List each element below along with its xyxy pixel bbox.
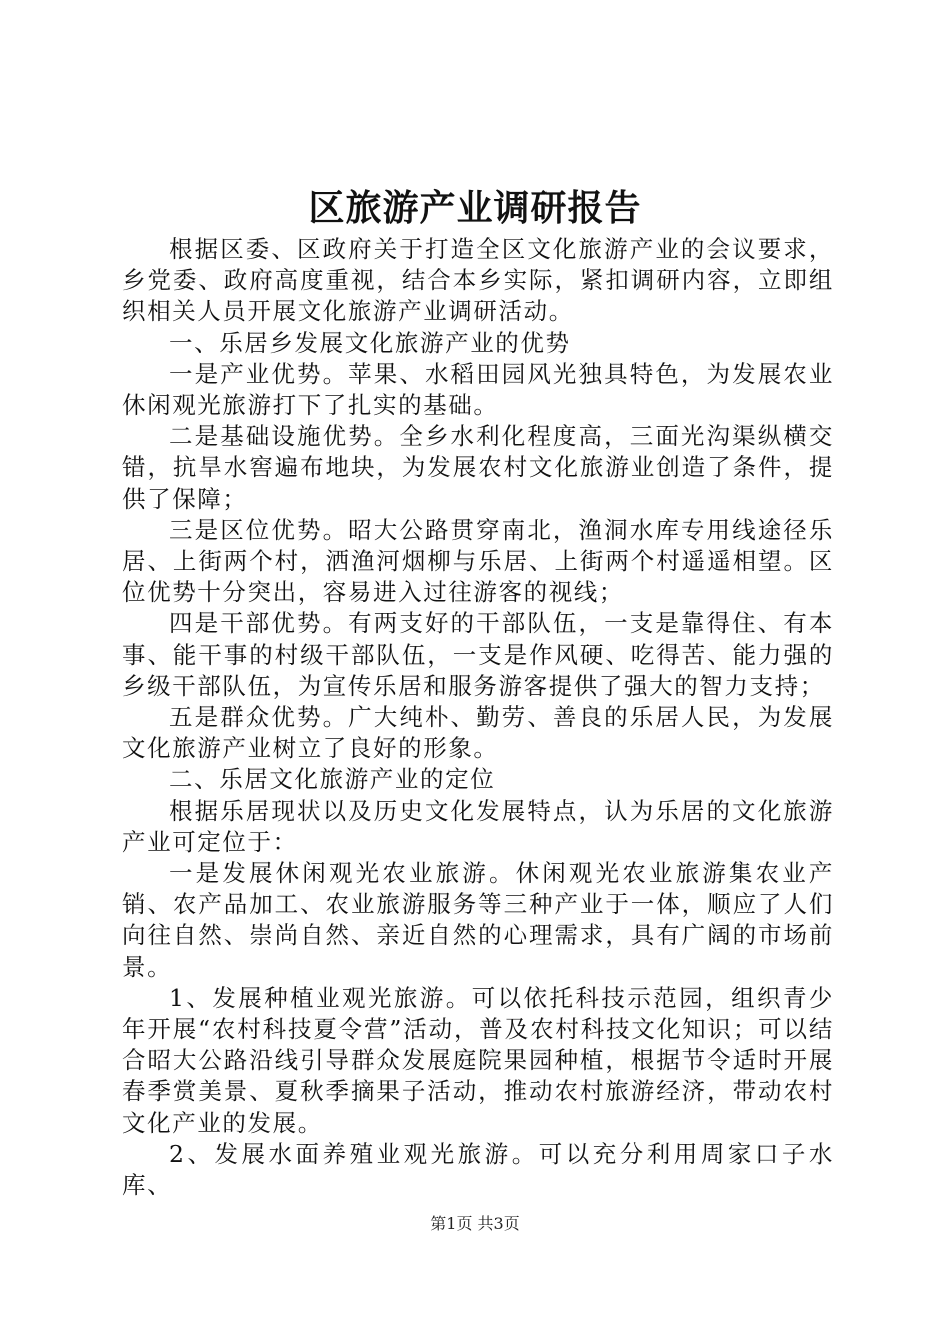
- paragraph-location-advantage: 三是区位优势。昭大公路贯穿南北，渔洞水库专用线途径乐居、上街两个村，洒渔河烟柳与乐居、上街两个村遥遥相望。区位优势十分突出，容易进入过往游客的视线；: [122, 515, 834, 607]
- section-heading-positioning: 二、乐居文化旅游产业的定位: [169, 765, 496, 794]
- paragraph-infrastructure-advantage: 二是基础设施优势。全乡水利化程度高，三面光沟渠纵横交错，抗旱水窖遍布地块，为发展农村文化旅游业创造了条件，提供了保障；: [122, 422, 834, 513]
- paragraph-industry-advantage: 一是产业优势。苹果、水稻田园风光独具特色，为发展农业休闲观光旅游打下了扎实的基础。: [122, 359, 834, 420]
- paragraph-planting-tourism: 1、发展种植业观光旅游。可以依托科技示范园，组织青少年开展“农村科技夏令营”活动，普及农村科技文化知识；可以结合昭大公路沿线引导群众发展庭院果园种植，根据节令适时开展春季赏美景、夏秋季摘果子活动，推动农村旅游经济，带动农村文化产业的发展。: [122, 983, 834, 1137]
- paragraph-aquaculture-tourism: 2、发展水面养殖业观光旅游。可以充分利用周家口子水库、: [122, 1139, 834, 1200]
- document-body: [122, 234, 834, 1201]
- document-title: 区旅游产业调研报告: [308, 187, 642, 229]
- paragraph-intro: 根据区委、区政府关于打造全区文化旅游产业的会议要求，乡党委、政府高度重视，结合本乡实际，紧扣调研内容，立即组织相关人员开展文化旅游产业调研活动。: [122, 235, 834, 326]
- page-number-footer: 第1页 共3页: [430, 1214, 520, 1233]
- paragraph-public-advantage: 五是群众优势。广大纯朴、勤劳、善良的乐居人民，为发展文化旅游产业树立了良好的形象。: [122, 703, 834, 763]
- section-heading-advantages: 一、乐居乡发展文化旅游产业的优势: [169, 328, 571, 357]
- paragraph-positioning-intro: 根据乐居现状以及历史文化发展特点，认为乐居的文化旅游产业可定位于：: [122, 796, 834, 856]
- paragraph-cadre-advantage: 四是干部优势。有两支好的干部队伍，一支是靠得住、有本事、能干事的村级干部队伍，一支是作风硬、吃得苦、能力强的乡级干部队伍，为宣传乐居和服务游客提供了强大的智力支持；: [122, 609, 834, 700]
- paragraph-leisure-agriculture: 一是发展休闲观光农业旅游。休闲观光农业旅游集农业产销、农产品加工、农业旅游服务等三种产业于一体，顺应了人们向往自然、崇尚自然、亲近自然的心理需求，具有广阔的市场前景。: [122, 859, 834, 981]
